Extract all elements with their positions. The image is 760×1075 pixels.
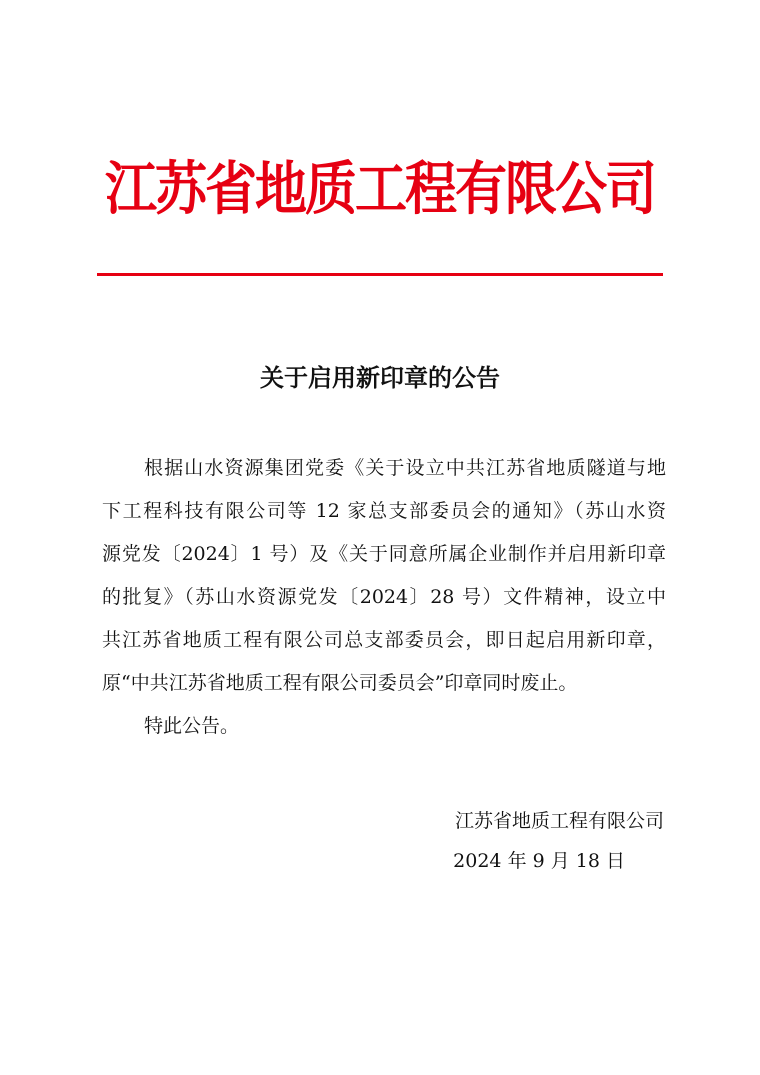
body-line: 下工程科技有限公司等 12 家总支部委员会的通知》（苏山水资 bbox=[102, 500, 666, 522]
body-line: 的批复》（苏山水资源党发〔2024〕28 号）文件精神，设立中 bbox=[102, 586, 666, 608]
masthead-divider bbox=[97, 273, 663, 276]
body-line: 原“中共江苏省地质工程有限公司委员会”印章同时废止。 bbox=[102, 672, 578, 694]
closing-line: 特此公告。 bbox=[144, 715, 240, 737]
document-body bbox=[102, 447, 666, 748]
document-title: 关于启用新印章的公告 bbox=[260, 363, 500, 392]
company-masthead: 江苏省地质工程有限公司 bbox=[104, 155, 655, 223]
signature-date: 2024 年 9 月 18 日 bbox=[453, 850, 625, 872]
body-line: 源党发〔2024〕1 号）及《关于同意所属企业制作并启用新印章 bbox=[102, 543, 666, 565]
signature-company: 江苏省地质工程有限公司 bbox=[454, 810, 664, 832]
body-line: 根据山水资源集团党委《关于设立中共江苏省地质隧道与地 bbox=[144, 457, 666, 479]
body-line: 共江苏省地质工程有限公司总支部委员会，即日起启用新印章， bbox=[102, 629, 666, 651]
